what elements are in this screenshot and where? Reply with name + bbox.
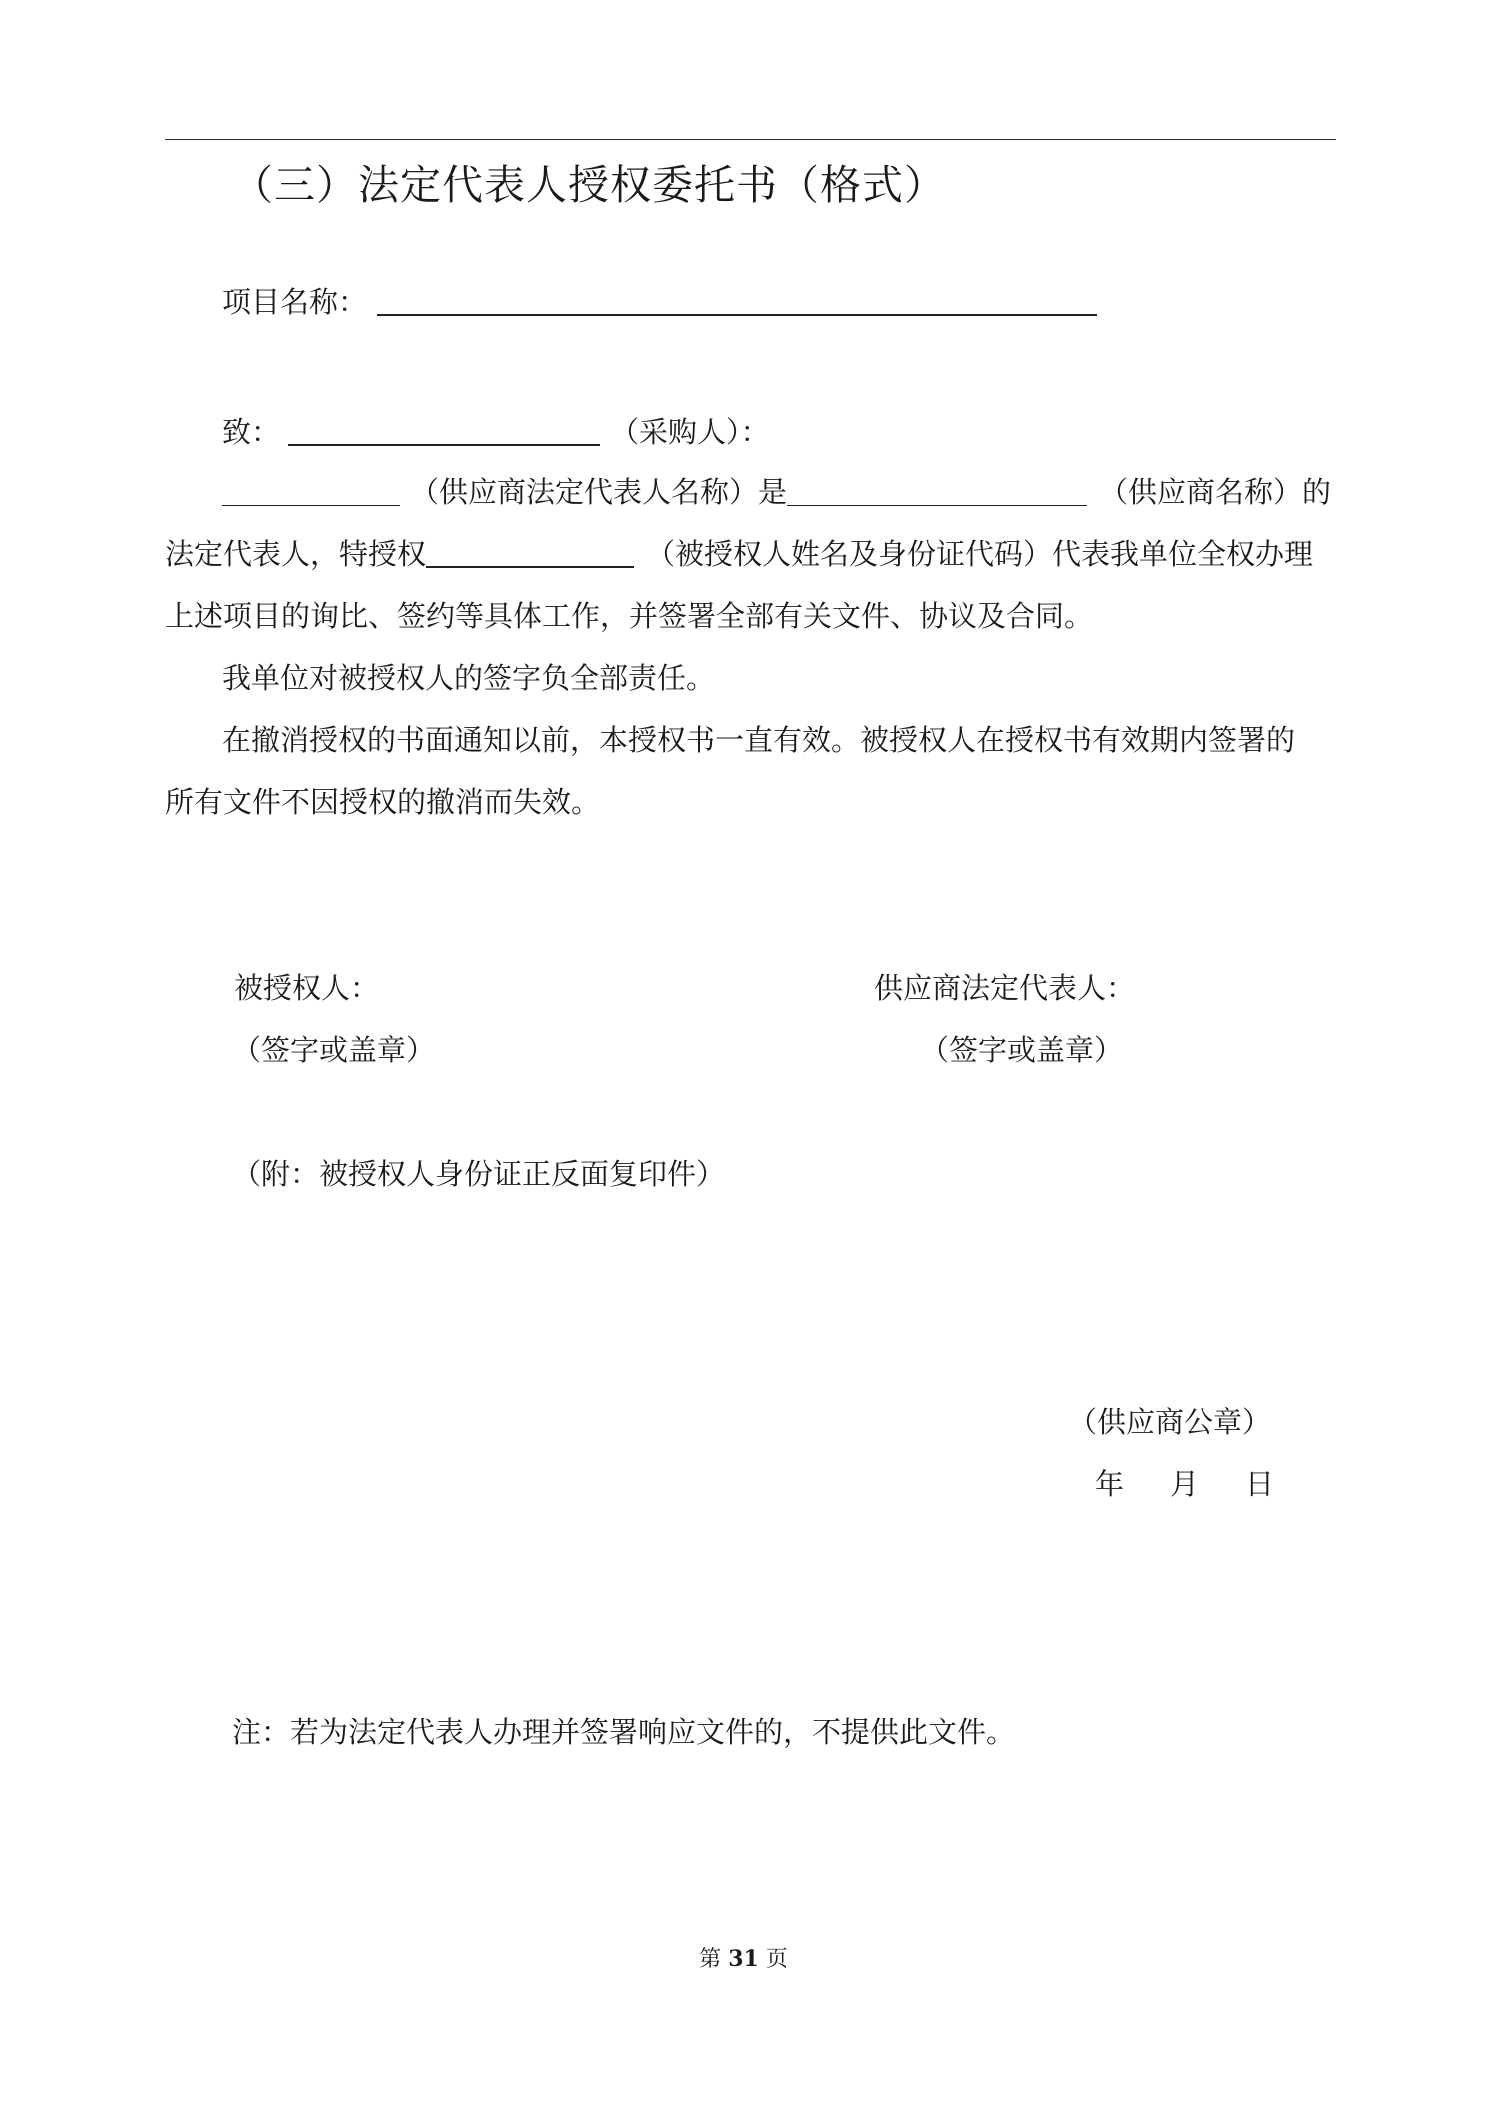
para1-line2-a: 法定代表人，特授权	[165, 537, 427, 571]
authorized-person-blank[interactable]	[426, 536, 634, 568]
authorized-person-label: 被授权人：	[234, 971, 380, 1005]
supplier-name-blank[interactable]	[787, 475, 1087, 506]
para1-line1	[222, 472, 1331, 512]
purchaser-blank[interactable]	[288, 414, 600, 446]
supplier-seal: （供应商公章）	[1068, 1405, 1272, 1439]
header-rule	[165, 139, 1336, 140]
project-name-row	[222, 282, 1097, 322]
footer-note: 注：若为法定代表人办理并签署响应文件的，不提供此文件。	[232, 1715, 1016, 1749]
legal-rep-name-blank[interactable]	[222, 475, 400, 506]
date-year: 年	[1095, 1467, 1125, 1501]
page-prefix: 第	[699, 1947, 722, 1972]
date-month: 月	[1170, 1467, 1200, 1501]
para3-line1: 在撤消授权的书面通知以前，本授权书一直有效。被授权人在授权书有效期内签署的	[222, 723, 1296, 757]
authorized-person-sign: （签字或盖章）	[232, 1033, 436, 1067]
project-name-blank[interactable]	[377, 284, 1097, 316]
document-title: （三）法定代表人授权委托书（格式）	[232, 161, 946, 209]
attachment-note: （附：被授权人身份证正反面复印件）	[232, 1157, 726, 1191]
page-suffix: 页	[765, 1947, 788, 1972]
date-day: 日	[1245, 1467, 1275, 1501]
para1-line2	[165, 534, 1313, 574]
legal-rep-label: 供应商法定代表人：	[874, 971, 1136, 1005]
para1-line3: 上述项目的询比、签约等具体工作，并签署全部有关文件、协议及合同。	[165, 599, 1094, 633]
legal-rep-name-hint: （供应商法定代表人名称）是	[410, 475, 788, 509]
para1-line2-b: （被授权人姓名及身份证代码）代表我单位全权办理	[646, 537, 1314, 571]
recipient-row	[222, 412, 770, 452]
para3-line2: 所有文件不因授权的撤消而失效。	[165, 785, 601, 819]
page-number	[0, 1942, 1487, 1973]
supplier-name-hint: （供应商名称）的	[1099, 475, 1332, 509]
para2: 我单位对被授权人的签字负全部责任。	[222, 661, 716, 695]
page-number-value: 31	[728, 1946, 759, 1972]
to-label: 致：	[222, 415, 281, 449]
project-name-label: 项目名称：	[222, 285, 368, 319]
legal-rep-sign: （签字或盖章）	[920, 1033, 1124, 1067]
purchaser-hint: （采购人）：	[610, 415, 770, 449]
